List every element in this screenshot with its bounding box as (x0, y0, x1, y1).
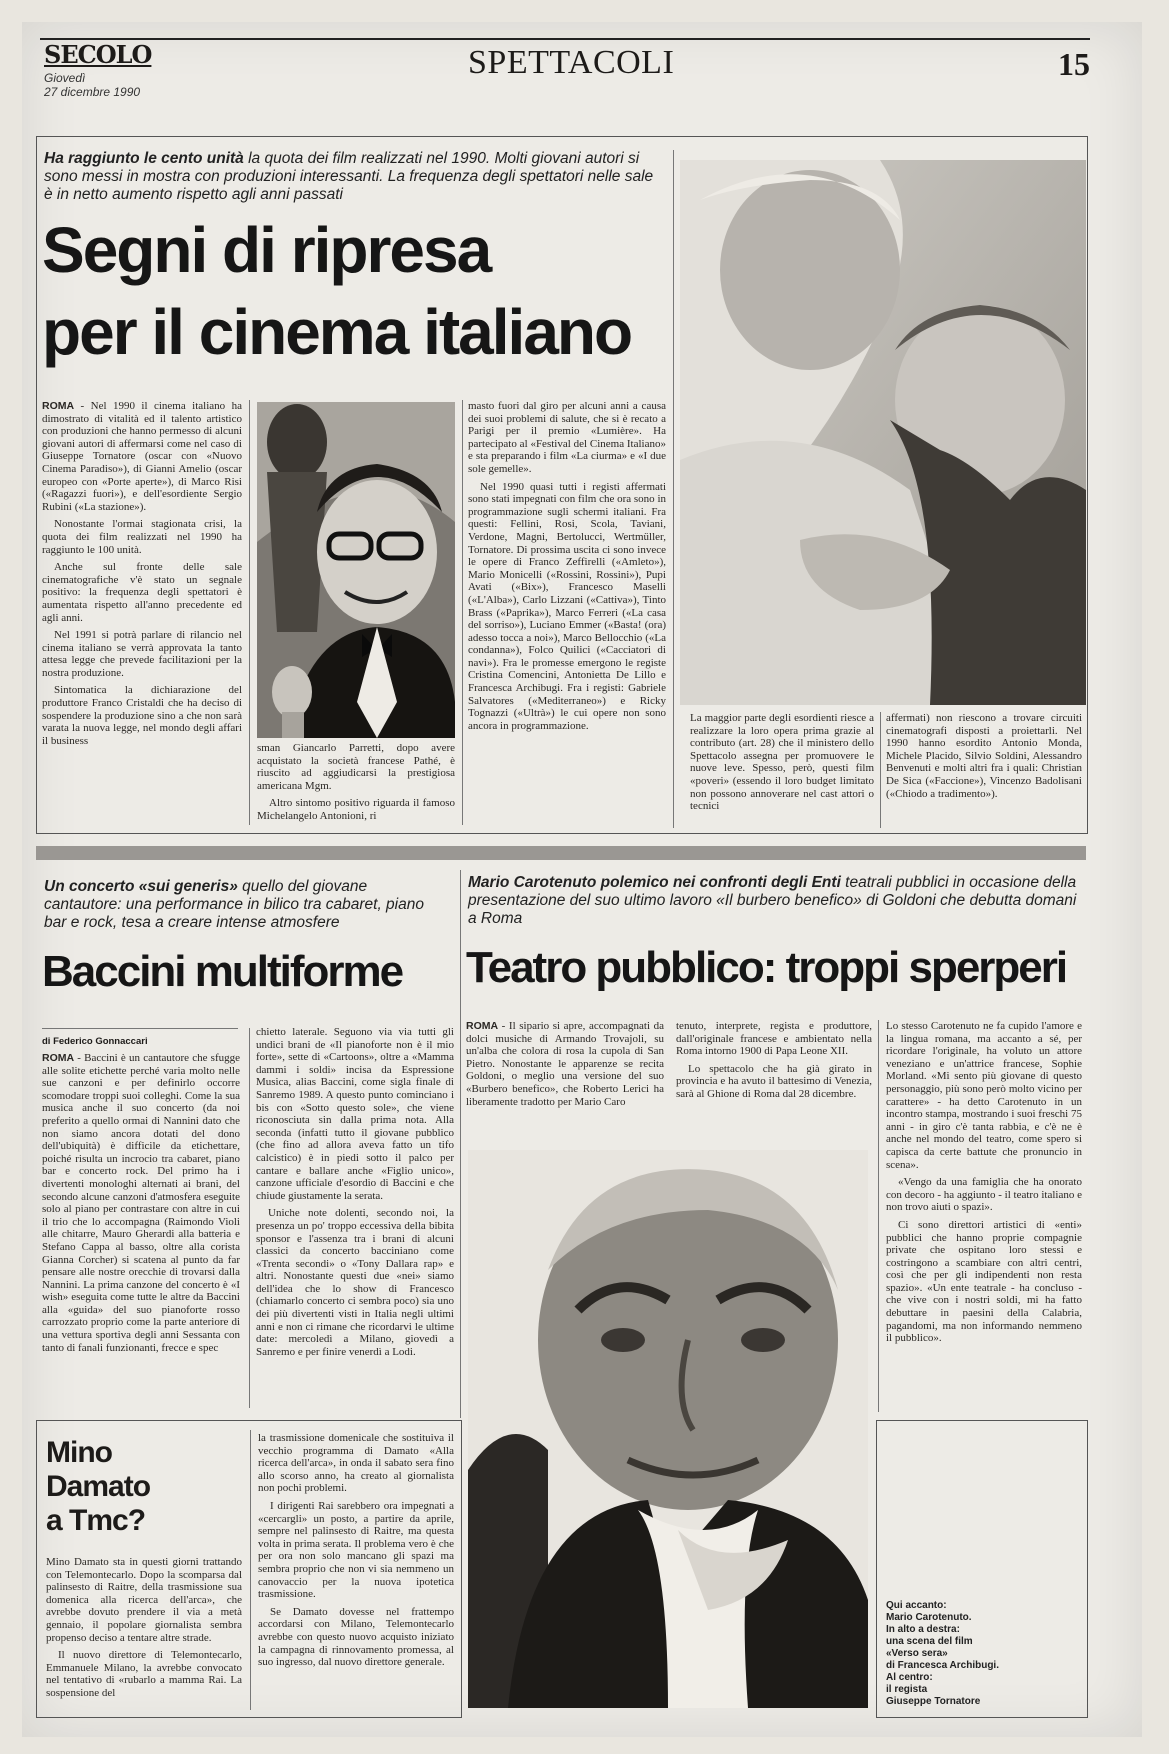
column-rule (462, 400, 463, 825)
article-cinema-column-5: affermati) non riescono a trovare circuiti cinematografi disposti a proiettarli. Nel 1990 hanno esordito Antonio Monda, Michele Placido, Silvio Soldini, Alessandro Benvenuti e molti altri fra i quali: Christian De Sica («Faccione»), Vincenzo Badolisani («Chiodo a tradimento»). (886, 712, 1082, 800)
column-rule (250, 1430, 251, 1710)
article-baccini-byline: di Federico Gonnaccari (42, 1036, 148, 1047)
carotenuto-image (468, 1150, 868, 1708)
article-teatro-kicker: Mario Carotenuto polemico nei confronti degli Enti teatrali pubblici in occasione della presentazione del suo ultimo lavoro «Il burbero benefico» di Goldoni che debutta domani a Roma (468, 874, 1077, 927)
masthead-day: Giovedì (44, 71, 86, 85)
section-separator-band (36, 846, 1086, 860)
article-cinema-column-4: La maggior parte degli esordienti riesce a realizzare la loro opera prima grazie al contributo (art. 28) che il ministero dello Spettacolo assegna per promuovere le nuove leve. Spesso, però, questi film «poveri» (essendo il loro budget limitato non possono annoverare nel cast attori o tecnici (690, 712, 874, 813)
article-damato-headline-line2: Damato (46, 1470, 151, 1503)
article-cinema-column-3: masto fuori dal giro per alcuni anni a causa dei suoi problemi di salute, che si è recato a Parigi per il premio «Lumière». Ha partecipato al «Festival del Cinema Italiano» e sta preparando i film «La ciurma» e «I due sole gemelle». Nel 1990 quasi tutti i registi affermati sono stati impegnati con film che ora sono in programmazione sugli schermi italiani. Fra questi: Fellini, Rosi, Scola, Taviani, Verdone, Magni, Bertolucci, Wertmüller, Tornatore. Di prossima uscita ci sono invece le opere di Franco Zeffirelli («Amleto»), Mario Monicelli («Rossini, Rossini»), Pupi Avati («Bix»), Francesco Maselli («L'Alba»), Carlo Lizzani («Cattiva»), Tinto Brass («Paprika»), Marco Ferreri («La casa del sorriso»), Luciano Emmer («Basta! (ora) adesso tocca a noi»), Marco Bellocchio («La condanna»), Folco Quilici («Cacciatori di navi»). Fra le promesse emergono le registe Cristina Comencini, Antonietta De Lillo e Francesca Archibugi. Fra i registi: Gabriele Salvatores («Mediterraneo») e Ricky Tognazzi («Ultrà») le cui opere non sono ancora in programmazione. (468, 400, 666, 732)
tornatore-image (257, 402, 455, 738)
article-cinema-headline-line1: Segni di ripresa (42, 214, 491, 286)
masthead-date: 27 dicembre 1990 (44, 85, 141, 99)
article-baccini-headline: Baccini multiforme (42, 947, 403, 996)
article-cinema-kicker: Ha raggiunto le cento unità la quota dei film realizzati nel 1990. Molti giovani autori si sono messi in mostra con produzioni interessanti. La frequenza degli spettatori nelle sale è in netto aumento rispetto agli anni passati (44, 150, 654, 203)
column-rule (460, 870, 461, 1418)
article-cinema-column-2: sman Giancarlo Parretti, dopo avere acquistato la società francese Pathé, è riuscito ad aggiudicarsi la prestigiosa americana Mgm. Altro sintomo positivo riguarda il famoso Michelangelo Antonioni, ri (257, 742, 455, 822)
article-baccini-kicker: Un concerto «sui generis» quello del giovane cantautore: una performance in bilico tra cabaret, piano bar e rock, tesa a creare intense atmosfere (44, 878, 424, 931)
column-rule (673, 150, 674, 828)
article-damato-column-2: la trasmissione domenicale che sostituiva il vecchio programma di Damato «Alla ricerca dell'arca», in onda il sabato sera fino allo scorso anno, ha creato al giornalista non pochi problemi. I dirigenti Rai sarebbero ora impegnati a «cercargli» un posto, a partire da aprile, sempre nel palinsesto di Raitre, ma questa volta in prima serata. Il problema vero è che per ora non solo mancano gli spazi ma sembra proprio che non vi sia nemmeno un canovaccio per la nuova ipotetica trasmissione. Se Damato dovesse nel frattempo accordarsi con Milano, Telemontecarlo avrebbe con questo nuovo acquisto iniziato la campagna di rinnovamento promessa, al suo ingresso, dal nuovo direttore generale. (258, 1432, 454, 1669)
page-number: 15 (1058, 46, 1090, 82)
photo-giuseppe-tornatore (257, 402, 455, 738)
column-rule (249, 1028, 250, 1408)
article-baccini-column-1: ROMA - Baccini è un cantautore che sfugge alle solite etichette perché varia molto nelle sue canzoni e per definirlo occorre scomodare troppi suoi colleghi. Come la sua musica anche il suo concerto (da noi preferito a quello ormai di Nannini dato che non siamo ancora dotati del dono dell'ubiquità) è difficile da etichettare, poiché risulta un incrocio tra cabaret, piano bar e concerto rock. Del primo ha i divertenti monologhi alternati ai brani, del secondo alcune canzoni d'atmosfera eseguite solo al piano per contrastare con altre in cui il trio che lo accompagna (Raimondo Violi alle chitarre, Mauro Gherardi alla batteria e Stefano Cappa al basso, oltre alla corista Gianna Corcher) si scatena al punto da far pensare alle nostre orecchie di trovarsi dalla Nannini. La prima canzone del concerto è «I wish» eseguita come tutte le altre da Baccini alla «guida» del suo pianoforte rosso carrozzato proprio come la parte anteriore di una vettura sportiva degli anni Sessanta con tanto di fanali funzionanti, frecce e spec (42, 1052, 240, 1354)
column-rule (880, 712, 881, 828)
photo-captions: Qui accanto: Mario Carotenuto. In alto a destra: una scena del film «Verso sera» di Francesca Archibugi. Al centro: il regista Giuseppe Tornatore (886, 1600, 999, 1707)
photo-mario-carotenuto (468, 1150, 868, 1708)
article-damato-headline-line3: a Tmc? (46, 1504, 146, 1537)
article-baccini-column-2: chietto laterale. Seguono via via tutti gli undici brani de «Il pianoforte non è il mio forte», sette di «Cartoons», oltre a «Mamma dammi i soldi» incisa da Espressione Musica, alias Baccini, come sigla finale di Sanremo 1989. A questo punto cominciano i bis con «Sotto questo sole», che viene riconosciuta sin dalla prima nota. Alla seconda (infatti tutto il giovane pubblico (che fino ad allora aveva fatto un tifo calcistico) è in piedi sotto il palco per cantare e ballare anche «Figlio unico», canzone ufficiale d'esordio di Baccini e che chiude giustamente la serata. Uniche note dolenti, secondo noi, la presenza un po' troppo eccessiva della bibita sponsor e l'assenza tra i brani di alcuni classici da concerto bacciniano come «Trenta secondi» o «Tony Dallara rap» e altri. Nonostante questi due «nei» siamo dell'idea che lo show di Francesco (chiamarlo concerto ci sembra poco) sia uno dei più divertenti visti in Italia negli ultimi anni e non ci rimane che ricordarvi le ultime date: mercoledì a Milano, giovedì a Sanremo e per finire venerdì a Lodi. (256, 1026, 454, 1358)
section-title: SPETTACOLI (468, 44, 675, 81)
article-damato-column-1: Mino Damato sta in questi giorni trattando con Telemontecarlo. Dopo la scomparsa dal palinsesto di Raitre, della trasmissione sua domenica alla ricerca dell'arca», che avrebbe dovuto prendere il via a metà gennaio, il popolare giornalista sembra propenso deciso a tentare altre strade. Il nuovo direttore di Telemontecarlo, Emmanuele Milano, la avrebbe convocato nel tentativo di «rubarlo a mamma Rai. La sospensione del (46, 1556, 242, 1699)
byline-rule (42, 1028, 238, 1029)
article-teatro-column-1: ROMA - Il sipario si apre, accompagnati da dolci musiche di Armando Trovajoli, su un'alba che colora di rosa la cupola di San Pietro. Nonostante le apparenze se recita Goldoni, o meglio una versione del suo «Burbero benefico», che Roberto Lerici ha liberamente tradotto per Mario Caro (466, 1020, 664, 1108)
newspaper-logo: SECOLO (44, 40, 152, 69)
article-cinema-headline-line2: per il cinema italiano (42, 296, 632, 368)
film-scene-image (680, 160, 1086, 705)
photo-film-scene-verso-sera (680, 160, 1086, 705)
article-teatro-column-2: tenuto, interprete, regista e produttore, dall'originale francese e ambientato nella Roma intorno 1900 di Papa Leone XII. Lo spettacolo che ha già girato in provincia e ha avuto il battesimo di Venezia, sarà al Ghione di Roma dal 28 dicembre. (676, 1020, 872, 1100)
masthead-rule (40, 38, 1090, 40)
column-rule (249, 400, 250, 825)
article-cinema-column-1: ROMA - Nel 1990 il cinema italiano ha dimostrato di vitalità ed il talento artistico con produzioni che hanno permesso di alcuni giovani autori di affermarsi come nel caso di Giuseppe Tornatore (oscar con «Nuovo Cinema Paradiso»), di Gianni Amelio (oscar europeo con «Porte aperte»), di Marco Risi («Ragazzi fuori»), e dell'esordiente Sergio Rubini («La stazione»). Nonostante l'ormai stagionata crisi, la quota dei film realizzati nel 1990 ha raggiunto le 100 unità. Anche sul fronte delle sale cinematografiche v'è stato un segnale positivo: la frequenza degli spettatori è aumentata rispetto all'anno precedente ed agli anni. Nel 1991 si potrà parlare di rilancio nel cinema italiano se verrà approvata la tanto attesa legge che prevede facilitazioni per la nostra produzione. Sintomatica la dichiarazione del produttore Franco Cristaldi che ha deciso di sospendere la produzione sino a che non sarà varata la nuova legge, nel mondo degli affari il business (42, 400, 242, 747)
article-teatro-column-3: Lo stesso Carotenuto ne fa cupido l'amore e la lingua romana, ma accanto a sé, per ricordare l'originale, ha voluto un attore veneziano e un'attrice francese, Sophie Morland. «Mi sento più giovane di questo personaggio, più sono però molto vicino per carattere» - ha detto Carotenuto in un incontro stampa, mostrando i suoi freschi 75 anni - in giro c'è tanta rabbia, e c'è ne è anche nel mondo del teatro, come spero si capisca da certe battute che pronuncio in scena». «Vengo da una famiglia che ha onorato con decoro - ha aggiunto - il teatro italiano e non trovo aiuti o spazi». Ci sono direttori artistici di «enti» pubblici che hanno proprie compagnie private che ospitano loro stessi e costringono a scambiare con altri centri, così che per gli indipendenti non resta spazio». «Un ente teatrale - ha concluso - che vive con i nostri soldi, mi ha fatto debuttare in paesini della Calabria, pagandomi, ma non informando nemmeno il pubblico». (886, 1020, 1082, 1345)
column-rule (878, 1020, 879, 1412)
article-damato-headline-line1: Mino (46, 1436, 112, 1469)
article-teatro-headline: Teatro pubblico: troppi sperperi (466, 943, 1067, 992)
